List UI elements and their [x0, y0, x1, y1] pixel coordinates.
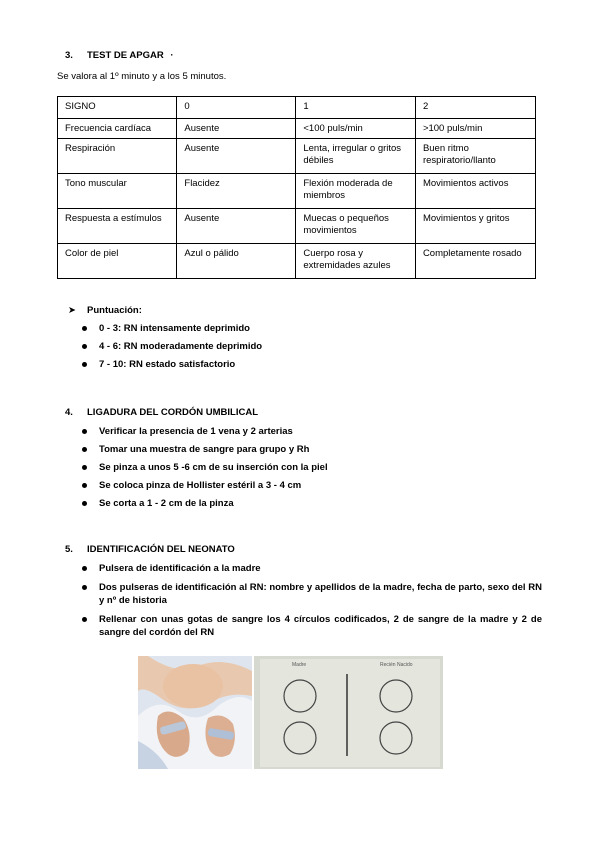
list-item: Se coloca pinza de Hollister estéril a 3 - 4 cm — [80, 479, 500, 492]
apgar-cell: Flexión moderada de miembros — [296, 174, 416, 209]
card-label-recien-nacido: Recién Nacido — [380, 662, 413, 668]
apgar-table — [57, 96, 536, 279]
section-5-heading — [65, 544, 235, 555]
puntuacion-label: Puntuación: — [87, 305, 142, 316]
section-3-title-mark: · — [170, 50, 174, 61]
apgar-cell: Muecas o pequeños movimientos — [296, 209, 416, 244]
list-item: 0 - 3: RN intensamente deprimido — [80, 322, 380, 335]
section-3-title: TEST DE APGAR — [87, 50, 164, 61]
list-item: Se corta a 1 - 2 cm de la pinza — [80, 497, 500, 510]
section-4-title: LIGADURA DEL CORDÓN UMBILICAL — [87, 407, 258, 418]
newborn-wristband-photo — [138, 656, 252, 769]
apgar-cell: Lenta, irregular o gritos débiles — [296, 139, 416, 174]
apgar-cell: Tono muscular — [58, 174, 177, 209]
apgar-cell: >100 puls/min — [415, 119, 535, 139]
apgar-header-cell: SIGNO — [58, 97, 177, 119]
apgar-cell: Ausente — [177, 119, 296, 139]
card-label-madre: Madre — [292, 662, 307, 668]
apgar-cell: Movimientos y gritos — [415, 209, 535, 244]
apgar-cell: Azul o pálido — [177, 244, 296, 279]
apgar-header-cell: 1 — [296, 97, 416, 119]
list-item: Tomar una muestra de sangre para grupo y Rh — [80, 443, 500, 456]
apgar-cell: Buen ritmo respiratorio/llanto — [415, 139, 535, 174]
puntuacion-list — [80, 322, 380, 371]
sample-card-graphic — [254, 656, 443, 769]
section-3-intro: Se valora al 1º minuto y a los 5 minutos. — [57, 71, 227, 82]
apgar-row — [58, 174, 536, 209]
apgar-row — [58, 244, 536, 279]
apgar-cell: Completamente rosado — [415, 244, 535, 279]
apgar-header-cell: 2 — [415, 97, 535, 119]
apgar-cell: Flacidez — [177, 174, 296, 209]
section-5-title: IDENTIFICACIÓN DEL NEONATO — [87, 544, 235, 555]
apgar-header-row — [58, 97, 536, 119]
apgar-row — [58, 209, 536, 244]
list-item: Rellenar con unas gotas de sangre los 4 círculos codificados, 2 de sangre de la madre y 2 de sangre del cordón del RN — [80, 613, 542, 639]
list-item: Dos pulseras de identificación al RN: nombre y apellidos de la madre, fecha de parto, sexo del RN y nº de historia — [80, 581, 542, 607]
section-4-number: 4. — [65, 407, 73, 418]
apgar-cell: Cuerpo rosa y extremidades azules — [296, 244, 416, 279]
section-5-list — [80, 562, 542, 645]
apgar-cell: Respuesta a estímulos — [58, 209, 177, 244]
list-item: Pulsera de identificación a la madre — [80, 562, 542, 575]
list-item: 4 - 6: RN moderadamente deprimido — [80, 340, 380, 353]
apgar-cell: Ausente — [177, 139, 296, 174]
section-4-list — [80, 425, 500, 510]
apgar-row — [58, 139, 536, 174]
section-3-number: 3. — [65, 50, 73, 61]
apgar-cell: Respiración — [58, 139, 177, 174]
list-item: 7 - 10: RN estado satisfactorio — [80, 358, 380, 371]
section-3-heading — [65, 50, 174, 61]
apgar-cell: <100 puls/min — [296, 119, 416, 139]
section-5-number: 5. — [65, 544, 73, 555]
apgar-cell: Color de piel — [58, 244, 177, 279]
section-4-heading — [65, 407, 258, 418]
apgar-cell: Movimientos activos — [415, 174, 535, 209]
apgar-row — [58, 119, 536, 139]
blood-sample-card-photo — [254, 656, 443, 769]
apgar-cell: Ausente — [177, 209, 296, 244]
apgar-cell: Frecuencia cardíaca — [58, 119, 177, 139]
list-item: Se pinza a unos 5 -6 cm de su inserción con la piel — [80, 461, 500, 474]
newborn-photo-graphic — [138, 656, 252, 769]
apgar-header-cell: 0 — [177, 97, 296, 119]
arrow-bullet-icon: ➤ — [68, 305, 76, 316]
list-item: Verificar la presencia de 1 vena y 2 arterias — [80, 425, 500, 438]
